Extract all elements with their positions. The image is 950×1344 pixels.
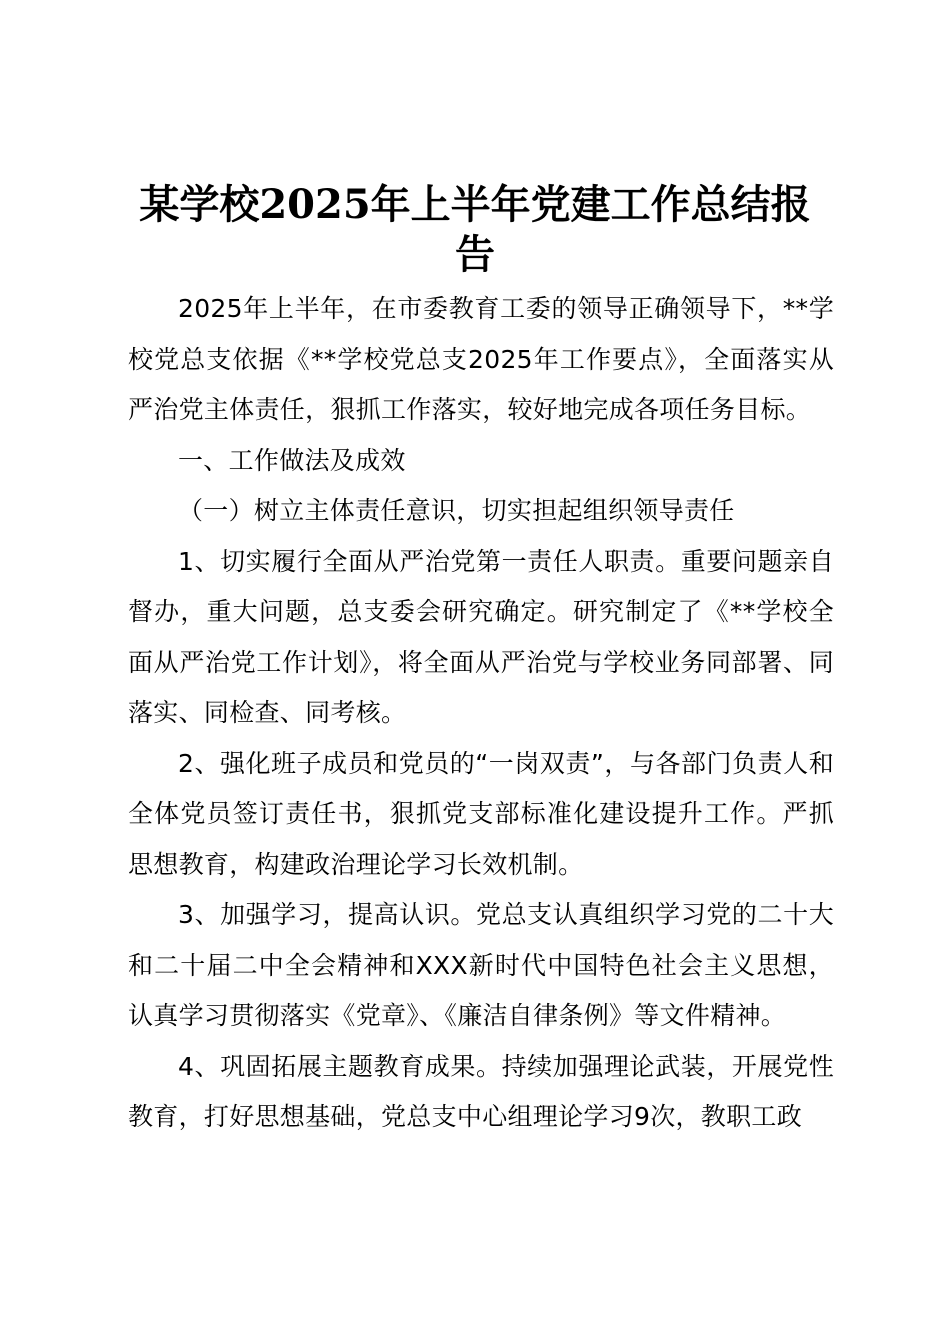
list-item: 4、巩固拓展主题教育成果。持续加强理论武装，开展党性教育，打好思想基础，党总支中心组理论学习9次，教职工政 <box>128 1051 834 1131</box>
subsection-heading: （一）树立主体责任意识，切实担起组织领导责任 <box>178 496 735 525</box>
list-item: 1、切实履行全面从严治党第一责任人职责。重要问题亲自督办，重大问题，总支委会研究确定。研究制定了《**学校全面从严治党工作计划》，将全面从严治党与学校业务同部署、同落实、同检查、同考核。 <box>128 546 834 727</box>
document-body <box>128 284 834 1143</box>
list-item: 3、加强学习，提高认识。党总支认真组织学习党的二十大和二十届二中全会精神和XXX新时代中国特色社会主义思想，认真学习贯彻落实《党章》、《廉洁自律条例》等文件精神。 <box>128 900 834 1030</box>
section-heading: 一、工作做法及成效 <box>178 445 406 475</box>
list-item: 2、强化班子成员和党员的“一岗双责”，与各部门负责人和全体党员签订责任书，狠抓党支部标准化建设提升工作。严抓思想教育，构建政治理论学习长效机制。 <box>128 748 834 879</box>
document-title: 某学校2025年上半年党建工作总结报告 <box>139 181 811 278</box>
intro-paragraph: 2025年上半年，在市委教育工委的领导正确领导下，**学校党总支依据《**学校党总支2025年工作要点》，全面落实从严治党主体责任，狠抓工作落实，较好地完成各项任务目标。 <box>128 294 834 424</box>
